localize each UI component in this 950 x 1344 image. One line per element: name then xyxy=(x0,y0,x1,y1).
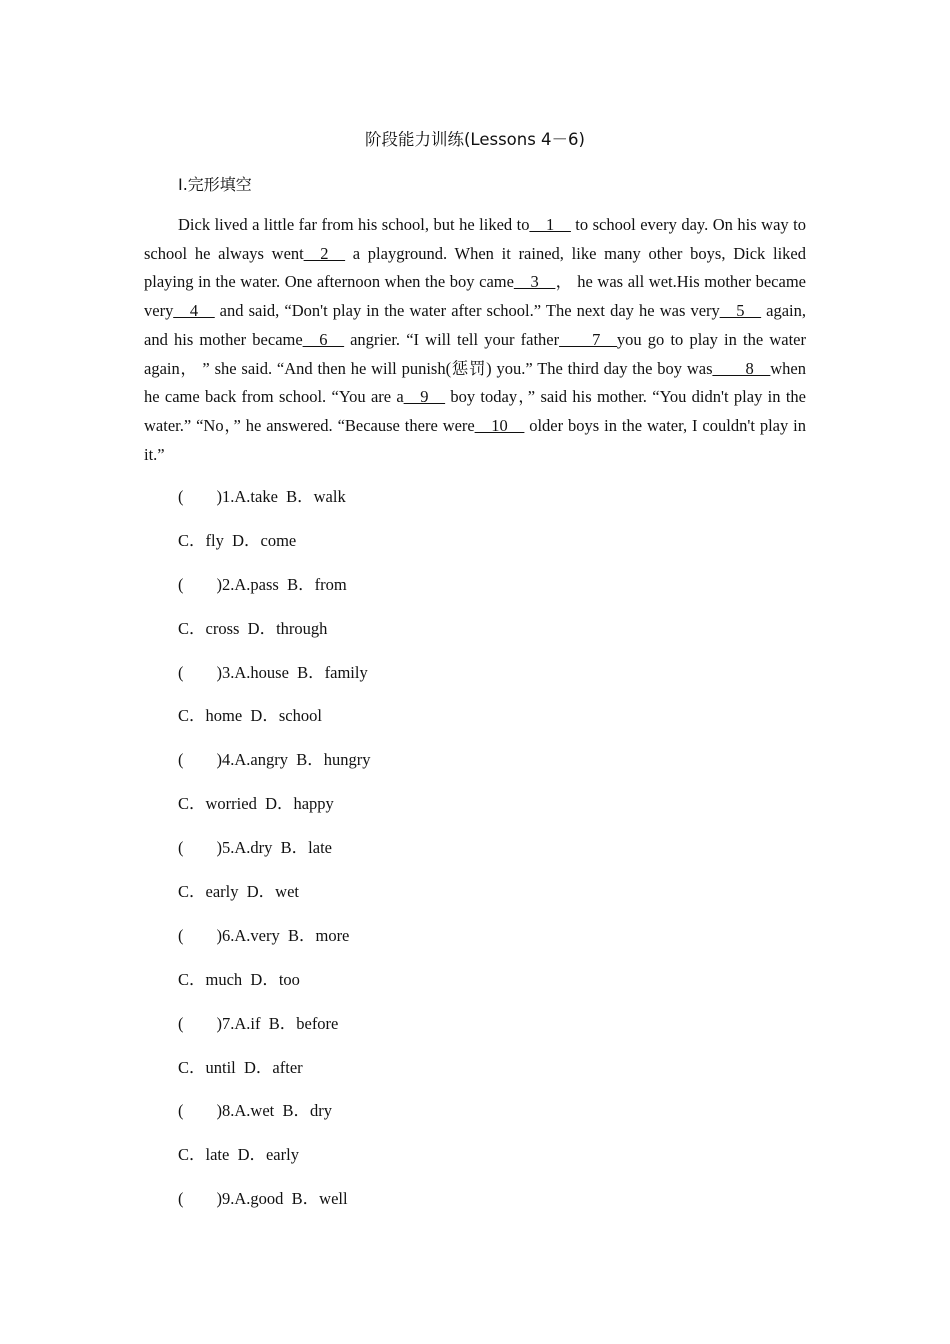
blank-10: __10__ xyxy=(474,415,525,435)
question-6-line-1: ( )6.A.very B．more xyxy=(178,925,350,945)
question-2-line-2: C．cross D．through xyxy=(178,618,328,638)
passage-text: ， he was all wet.His mother became very xyxy=(144,272,806,321)
question-2-line-1: ( )2.A.pass B．from xyxy=(178,574,347,594)
question-1-line-2: C．fly D．come xyxy=(178,530,297,550)
question-8-line-1: ( )8.A.wet B．dry xyxy=(178,1101,332,1121)
blank-1: __1__ xyxy=(529,215,571,234)
blank-3: __3__ xyxy=(513,272,556,292)
passage-text: and said, “Don't play in the water after school.” The next day he was very xyxy=(214,301,720,321)
question-5-line-2: C．early D．wet xyxy=(178,882,299,902)
question-3-line-1: ( )3.A.house B．family xyxy=(178,662,368,682)
question-7-line-1: ( )7.A.if B．before xyxy=(178,1013,339,1033)
blank-8: ____8__ xyxy=(712,358,771,378)
question-8-line-2: C．late D．early xyxy=(178,1145,299,1165)
section-heading: Ⅰ.完形填空 xyxy=(178,175,252,194)
passage-text: angrier. “I will tell your father xyxy=(343,329,560,349)
passage-text: boy today，” said his mother. “You didn't play in the water.” “No，” he answered. “Because there were xyxy=(144,387,806,435)
page-title: 阶段能力训练(Lessons 4－6) xyxy=(364,130,585,149)
passage-text: older boys in the water, I couldn't play in it.” xyxy=(144,415,807,464)
question-6-line-2: C．much D．too xyxy=(178,969,300,989)
passage-text: a playground. When it rained, like many other boys, Dick liked playing in the water. One afternoon when the boy came xyxy=(144,243,807,292)
question-5-line-1: ( )5.A.dry B．late xyxy=(178,838,332,858)
passage-text: to school every day. On his way to school he always went xyxy=(144,215,806,263)
question-3-line-2: C．home D．school xyxy=(178,706,322,726)
question-7-line-2: C．until D．after xyxy=(178,1057,303,1077)
passage-text: again, and his mother became xyxy=(144,301,806,349)
cloze-passage xyxy=(144,211,806,469)
question-1-line-1: ( )1.A.take B．walk xyxy=(178,487,346,506)
options-list xyxy=(178,484,370,1230)
question-4-line-2: C．worried D．happy xyxy=(178,794,334,814)
question-4-line-1: ( )4.A.angry B．hungry xyxy=(178,750,371,770)
question-9-line-1: ( )9.A.good B．well xyxy=(178,1189,348,1209)
blank-6: __6__ xyxy=(302,329,344,349)
blank-2: __2__ xyxy=(303,243,346,263)
passage-text: Dick lived a little far from his school, but he liked to xyxy=(178,215,530,234)
passage-text: you go to play in the water again， ” she said. “And then he will punish(惩罚) you.” The third day the boy was xyxy=(144,329,806,378)
passage-text: when he came back from school. “You are a xyxy=(144,358,806,407)
blank-4: __4__ xyxy=(173,301,215,321)
blank-9: __9__ xyxy=(403,387,445,407)
blank-5: __5__ xyxy=(719,301,762,321)
blank-7: ____7__ xyxy=(559,329,617,349)
